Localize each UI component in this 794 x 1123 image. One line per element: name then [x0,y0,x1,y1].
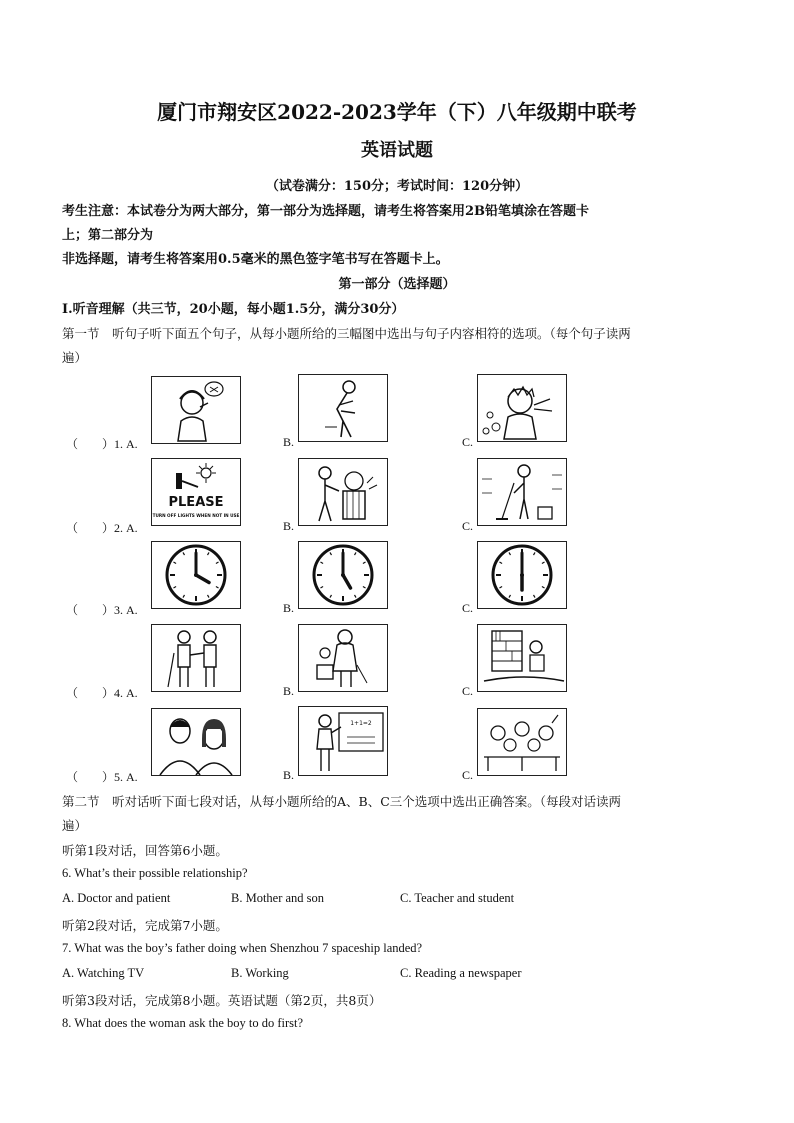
board-equation-text: 1+1=2 [350,720,372,727]
clock-icon [299,542,387,608]
clock-tick [534,595,536,598]
couple-portrait-icon [152,709,240,775]
mopping-floor-icon [478,459,566,525]
q7-option-c: C. Reading a newspaper [400,966,522,980]
clock-tick [330,552,332,555]
q7-option-b: B. Working [231,966,289,980]
clock-center [341,573,345,577]
clock-tick [355,552,357,555]
q5-picture-c [477,708,567,776]
clock-tick [509,595,511,598]
q2-picture-c [477,458,567,526]
notice-line-2: 上；第二部分为 [62,228,154,243]
clock-tick [208,552,210,555]
sign-please-text: PLEASE [168,495,224,510]
toothache-girl-icon [152,377,240,443]
reading-library-icon [478,625,566,691]
q1-picture-a [151,376,241,444]
q1-picture-b [298,374,388,442]
clock-tick [509,552,511,555]
q2-picture-a [151,458,241,526]
q5-c-label: C. [462,768,474,782]
section2-instruction-2: 遍） [62,818,88,833]
clock-tick [320,587,323,589]
q3-picture-a [151,541,241,609]
sneezing-boy-icon [478,375,566,441]
clock-tick [183,552,185,555]
helping-old-man-icon [152,625,240,691]
turn-off-lights-sign-icon [152,459,240,525]
section1-instruction-2: 遍） [62,350,88,365]
q3-picture-c [477,541,567,609]
q2-label: （ ）2. A. [66,521,138,535]
rubbish-bin-man-icon [299,459,387,525]
q2-picture-b [298,458,388,526]
clock-tick [542,562,545,564]
clock-tick [499,587,502,589]
q6-option-a: A. Doctor and patient [62,891,171,905]
clock-hour-hand [343,575,351,588]
notice-line-1: 考生注意：本试卷分为两大部分，第一部分为选择题，请考生将答案用2B铅笔填涂在答题卡 [62,204,590,219]
question-8: 8. What does the woman ask the boy to do first? [62,1016,304,1030]
q7-option-a: A. Watching TV [62,966,145,980]
clock-tick [330,595,332,598]
clock-tick [173,587,176,589]
q4-picture-a [151,624,241,692]
q5-label: （ ）5. A. [66,770,138,784]
q4-picture-c [477,624,567,692]
clock-tick [173,562,176,564]
exam-subtitle: 英语试题 [361,140,433,161]
clock-tick [499,562,502,564]
dialogue-1-intro: 听第1段对话，回答第6小题。 [62,843,228,858]
q1-label: （ ）1. A. [66,437,138,451]
question-6: 6. What’s their possible relationship? [62,866,248,880]
clock-center [520,573,524,577]
q3-picture-b [298,541,388,609]
q5-b-label: B. [283,768,295,782]
q3-label: （ ）3. A. [66,603,138,617]
q5-picture-b [298,706,388,776]
dialogue-3-intro: 听第3段对话，完成第8小题。英语试题（第2页，共8页） [62,993,382,1008]
teacher-blackboard-icon [299,707,387,775]
q3-b-label: B. [283,601,295,615]
carrying-box-girl-icon [299,625,387,691]
section1-instruction-1: 第一节 听句子听下面五个句子，从每小题所给的三幅图中选出与句子内容相符的选项。（每个句子读两 [62,326,631,341]
q5-picture-a [151,708,241,776]
dialogue-2-intro: 听第2段对话，完成第7小题。 [62,918,228,933]
clock-tick [320,562,323,564]
exam-title: 厦门市翔安区2022-2023学年（下）八年级期中联考 [157,100,637,124]
section-I-heading: I.听音理解（共三节，20小题，每小题1.5分，满分30分） [62,302,405,317]
q4-c-label: C. [462,684,474,698]
exam-info: （试卷满分：150分；考试时间：120分钟） [265,179,529,194]
section2-instruction-1: 第二节 听对话听下面七段对话，从每小题所给的A、B、C三个选项中选出正确答案。（每段对话读两 [62,794,622,809]
clock-tick [363,562,366,564]
clock-center [194,573,198,577]
clock-icon [152,542,240,608]
clock-tick [363,587,366,589]
stomachache-woman-icon [299,375,387,441]
q6-option-b: B. Mother and son [231,891,325,905]
clock-tick [208,595,210,598]
clock-tick [216,587,219,589]
students-classroom-icon [478,709,566,775]
q1-c-label: C. [462,435,474,449]
q4-b-label: B. [283,684,295,698]
clock-hour-hand [196,575,209,583]
q3-c-label: C. [462,601,474,615]
clock-tick [542,587,545,589]
q1-picture-c [477,374,567,442]
q4-label: （ ）4. A. [66,686,138,700]
q1-b-label: B. [283,435,295,449]
clock-tick [534,552,536,555]
sign-small-text: TURN OFF LIGHTS WHEN NOT IN USE [152,513,240,518]
clock-tick [355,595,357,598]
q2-b-label: B. [283,519,295,533]
q4-picture-b [298,624,388,692]
notice-line-3: 非选择题，请考生将答案用0.5毫米的黑色签字笔书写在答题卡上。 [62,252,449,267]
clock-tick [216,562,219,564]
q2-c-label: C. [462,519,474,533]
question-7: 7. What was the boy’s father doing when Shenzhou 7 spaceship landed? [62,941,423,955]
clock-icon [478,542,566,608]
q6-option-c: C. Teacher and student [400,891,515,905]
part1-title: 第一部分（选择题） [338,277,456,292]
clock-tick [183,595,185,598]
